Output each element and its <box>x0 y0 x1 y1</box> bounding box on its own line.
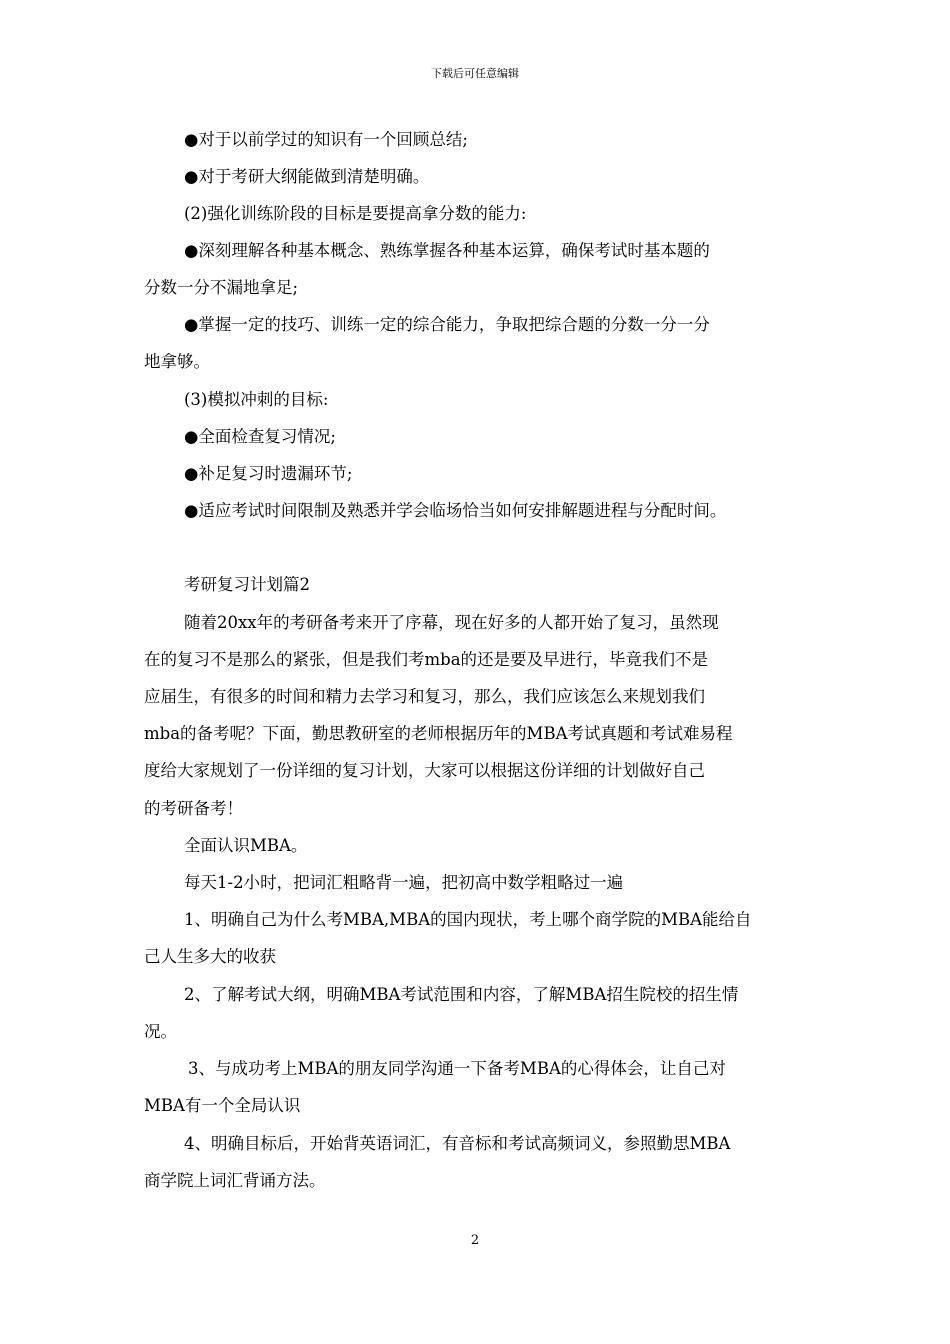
section-line: (2)强化训练阶段的目标是要提高拿分数的能力: <box>184 204 527 223</box>
paragraph-line: 的考研备考！ <box>144 799 243 818</box>
paragraph-line: 在的复习不是那么的紧张，但是我们考mba的还是要及早进行，毕竟我们不是 <box>144 650 709 669</box>
section-heading: 考研复习计划篇2 <box>184 575 310 594</box>
paragraph-line: MBA有一个全局认识 <box>144 1096 301 1115</box>
page-header: 下载后可任意编辑 <box>431 67 519 80</box>
paragraph-line: 应届生，有很多的时间和精力去学习和复习，那么，我们应该怎么来规划我们 <box>144 687 705 706</box>
paragraph-line: mba的备考呢？下面，勤思教研室的老师根据历年的MBA考试真题和考试难易程 <box>144 724 733 743</box>
paragraph-line: 每天1-2小时，把词汇粗略背一遍，把初高中数学粗略过一遍 <box>184 873 624 892</box>
list-item-line: 1、明确自己为什么考MBA,MBA的国内现状，考上哪个商学院的MBA能给自 <box>184 910 752 929</box>
list-item-line: 2、了解考试大纲，明确MBA考试范围和内容，了解MBA招生院校的招生情 <box>184 985 739 1004</box>
bullet-line: ●掌握一定的技巧、训练一定的综合能力，争取把综合题的分数一分一分 <box>184 315 710 334</box>
paragraph-line: 地拿够。 <box>144 352 210 371</box>
paragraph-line: 度给大家规划了一份详细的复习计划，大家可以根据这份详细的计划做好自己 <box>144 761 705 780</box>
section-line: (3)模拟冲刺的目标: <box>184 390 329 409</box>
list-item-line: 4、明确目标后，开始背英语词汇，有音标和考试高频词义，参照勤思MBA <box>184 1134 731 1153</box>
bullet-line: ●全面检查复习情况; <box>184 427 336 446</box>
bullet-line: ●适应考试时间限制及熟悉并学会临场恰当如何安排解题进程与分配时间。 <box>184 501 727 520</box>
bullet-line: ●对于考研大纲能做到清楚明确。 <box>184 167 430 186</box>
paragraph-line: 分数一分不漏地拿足; <box>144 278 299 297</box>
bullet-line: ●补足复习时遗漏环节; <box>184 464 353 483</box>
list-item-line: 3、与成功考上MBA的朋友同学沟通一下备考MBA的心得体会，让自己对 <box>188 1059 726 1078</box>
bullet-line: ●对于以前学过的知识有一个回顾总结; <box>184 130 468 149</box>
paragraph-line: 全面认识MBA。 <box>184 836 308 855</box>
bullet-line: ●深刻理解各种基本概念、熟练掌握各种基本运算，确保考试时基本题的 <box>184 241 710 260</box>
page-number: 2 <box>470 1233 480 1248</box>
paragraph-line: 己人生多大的收获 <box>144 947 276 966</box>
paragraph-line: 随着20xx年的考研备考来开了序幕，现在好多的人都开始了复习，虽然现 <box>184 613 719 632</box>
paragraph-line: 商学院上词汇背诵方法。 <box>144 1171 326 1190</box>
paragraph-line: 况。 <box>144 1022 177 1041</box>
